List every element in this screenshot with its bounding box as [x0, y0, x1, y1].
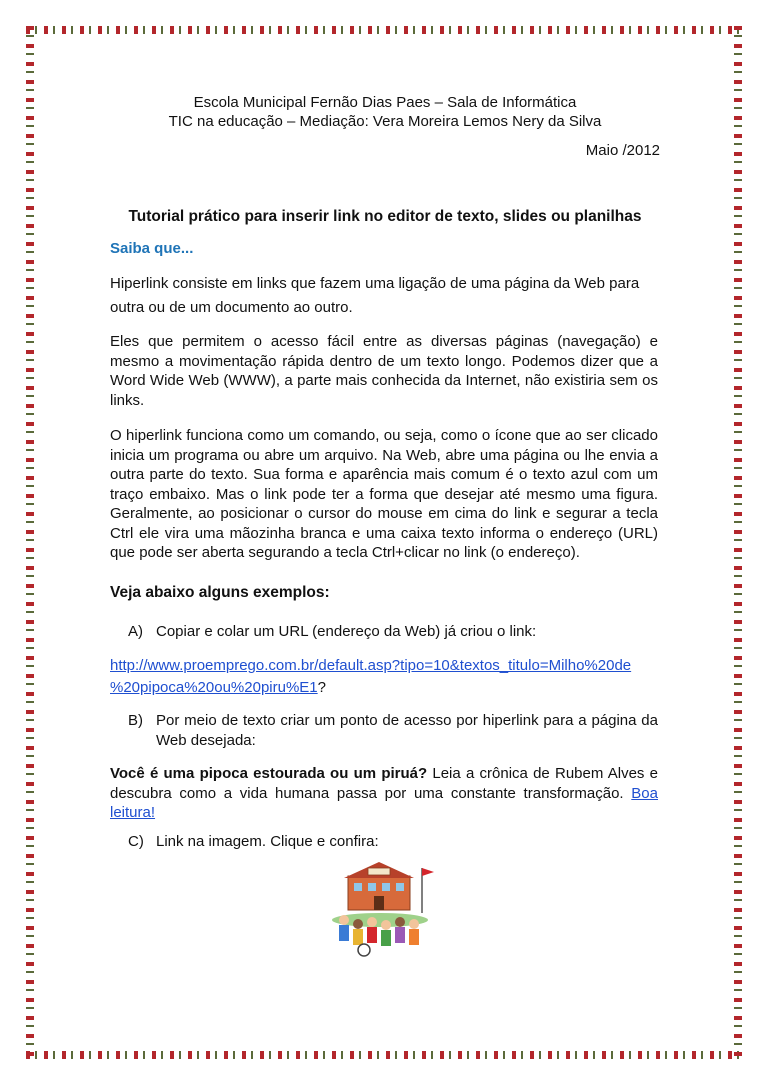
border-top: [26, 26, 742, 34]
paragraph-funciona: O hiperlink funciona como um comando, ou seja, como o ícone que ao ser clicado inicia um programa ou abre um arquivo. Na Web, abre uma página ou lhe envia a outra parte do texto. Sua forma e aparência mais comum é o texto azul com um traço embaixo. Mas o link pode ter a forma que desejar até mesmo uma figura. Geralmente, ao posicionar o cursor do mouse em cima do link e segurar a tecla Ctrl ele vira uma mãozinha branca e uma caixa texto informa o endereço (URL) que pode ser aberta segurando a tecla Ctrl+clicar no link (o endereço).: [110, 427, 658, 561]
list-marker: B): [128, 712, 143, 729]
list-item-a: [128, 622, 658, 642]
list-text: Copiar e colar um URL (endereço da Web) já criou o link:: [156, 623, 537, 640]
list-marker: A): [128, 623, 143, 640]
list-item-c: [128, 832, 658, 852]
list-item-b: [128, 711, 658, 750]
mediation-line: TIC na educação – Mediação: Vera Moreira Lemos Nery da Silva: [168, 113, 602, 130]
paragraph-pipoca: [110, 764, 658, 823]
url-suffix: ?: [317, 679, 326, 696]
school-image-link[interactable]: [330, 858, 440, 958]
examples-heading: Veja abaixo alguns exemplos:: [110, 584, 330, 601]
paragraph-eles: Eles que permitem o acesso fácil entre as diversas páginas (navegação) e mesmo a movimentação rápida dentro de um texto longo. Podemos dizer que a Word Wide Web (WWW), a parte mais conhecida da Internet, não existiria sem os links.: [110, 333, 658, 409]
pipoca-question: Você é uma pipoca estourada ou um piruá?: [110, 765, 428, 782]
border-right: [734, 26, 742, 1059]
school-illustration-icon: [330, 858, 440, 958]
border-bottom: [26, 1051, 742, 1059]
url-paragraph: [110, 655, 658, 699]
border-left: [26, 26, 34, 1059]
url-link-part2[interactable]: %20pipoca%20ou%20piru%E1: [110, 679, 318, 696]
url-link-part1[interactable]: http://www.proemprego.com.br/default.asp?tipo=10&textos_titulo=Milho%20de: [110, 657, 632, 674]
list-text: Link na imagem. Clique e confira:: [156, 833, 379, 850]
paragraph-hiperlink: Hiperlink consiste em links que fazem uma ligação de uma página da Web para outra ou de um documento ao outro.: [110, 275, 640, 316]
saiba-heading: Saiba que...: [110, 240, 194, 257]
list-marker: C): [128, 833, 144, 850]
page-title: Tutorial prático para inserir link no editor de texto, slides ou planilhas: [128, 208, 642, 225]
list-text: Por meio de texto criar um ponto de acesso por hiperlink para a página da Web desejada:: [156, 712, 658, 749]
pipoca-text: Leia a crônica de Rubem Alves e descubra como a vida humana passa por uma constante transformação.: [110, 765, 658, 802]
boa-leitura-link[interactable]: Boa leitura!: [110, 784, 658, 821]
document-date: Maio /2012: [585, 142, 660, 159]
school-name: Escola Municipal Fernão Dias Paes – Sala de Informática: [193, 94, 577, 111]
